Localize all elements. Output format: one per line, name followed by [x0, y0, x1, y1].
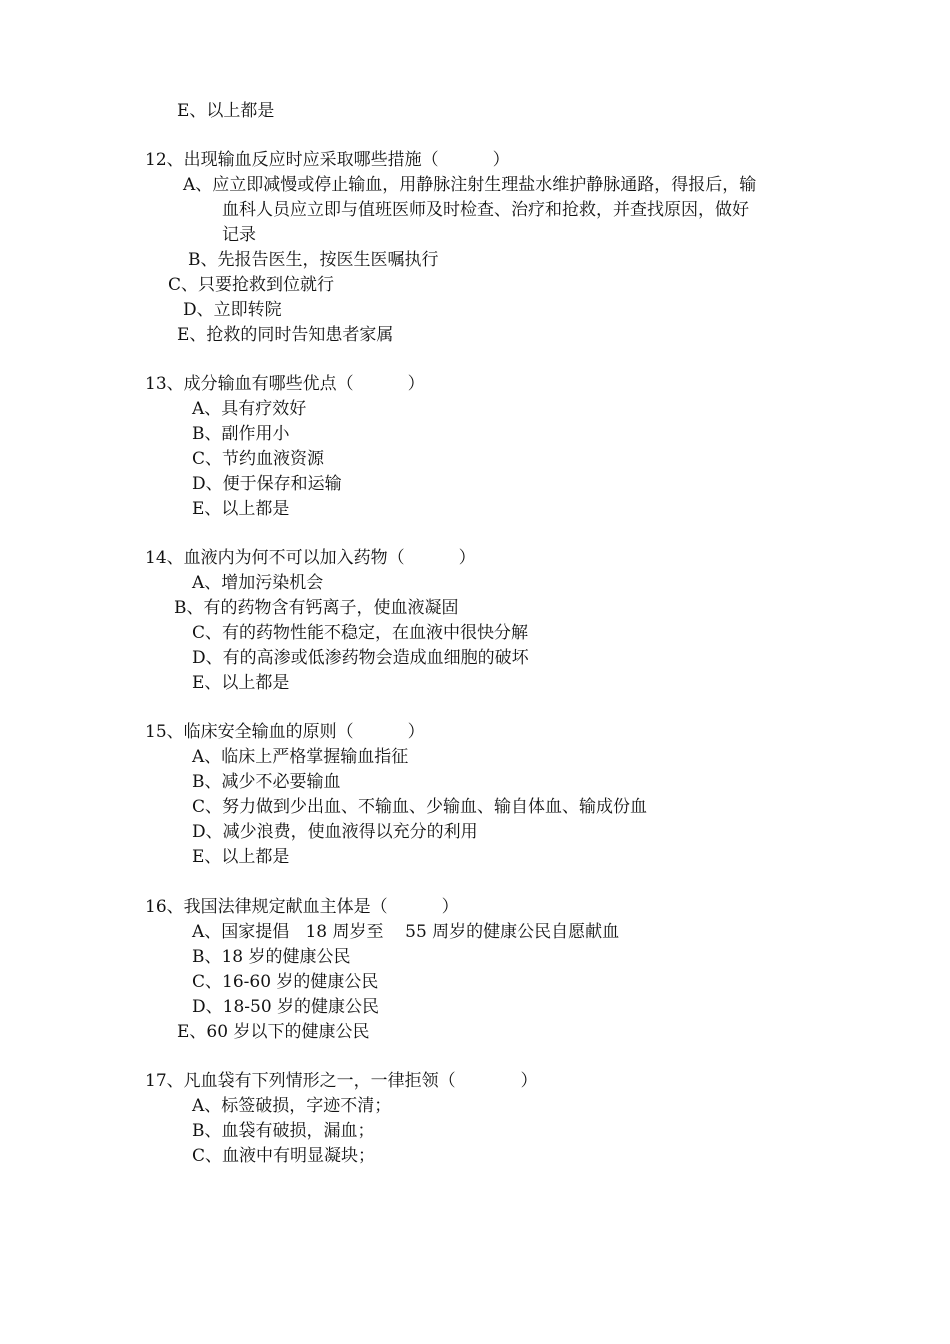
q13-option-d: D、便于保存和运输 — [192, 474, 342, 494]
q11-option-e: E、以上都是 — [177, 101, 275, 121]
q13-option-a: A、具有疗效好 — [192, 399, 307, 419]
q16-option-b: B、18 岁的健康公民 — [192, 947, 351, 967]
q16-option-d: D、18-50 岁的健康公民 — [192, 997, 380, 1017]
q17-option-a: A、标签破损，字迹不清； — [192, 1096, 392, 1116]
q15-option-c: C、努力做到少出血、不输血、少输血、输自体血、输成份血 — [192, 797, 648, 817]
q17-option-b: B、血袋有破损，漏血； — [192, 1121, 375, 1141]
q14-option-d: D、有的高渗或低渗药物会造成血细胞的破坏 — [192, 648, 529, 668]
q14-option-a: A、增加污染机会 — [192, 573, 324, 593]
q12-question: 12、出现输血反应时应采取哪些措施（ ） — [145, 150, 510, 170]
q16-question: 16、我国法律规定献血主体是（ ） — [145, 897, 459, 917]
q12-option-b: B、先报告医生，按医生医嘱执行 — [188, 250, 439, 270]
q15-question: 15、临床安全输血的原则（ ） — [145, 722, 425, 742]
q14-option-c: C、有的药物性能不稳定，在血液中很快分解 — [192, 623, 529, 643]
q12-option-a-continued: 记录 — [222, 225, 256, 245]
q16-option-e: E、60 岁以下的健康公民 — [177, 1022, 370, 1042]
q15-option-e: E、以上都是 — [192, 847, 290, 867]
q15-option-b: B、减少不必要输血 — [192, 772, 341, 792]
q12-option-a-continued: 血科人员应立即与值班医师及时检查、治疗和抢救，并查找原因，做好 — [222, 200, 749, 220]
q13-option-c: C、节约血液资源 — [192, 449, 325, 469]
q17-option-c: C、血液中有明显凝块； — [192, 1146, 376, 1166]
q13-option-b: B、副作用小 — [192, 424, 290, 444]
q14-option-b: B、有的药物含有钙离子，使血液凝固 — [174, 598, 459, 618]
q16-option-a: A、国家提倡 18 周岁至 55 周岁的健康公民自愿献血 — [192, 922, 620, 942]
q12-option-c: C、只要抢救到位就行 — [168, 275, 335, 295]
q13-question: 13、成分输血有哪些优点（ ） — [145, 374, 425, 394]
q17-question: 17、凡血袋有下列情形之一，一律拒领（ ） — [145, 1071, 538, 1091]
q12-option-e: E、抢救的同时告知患者家属 — [177, 325, 394, 345]
q12-option-d: D、立即转院 — [183, 300, 282, 320]
q16-option-c: C、16-60 岁的健康公民 — [192, 972, 379, 992]
q15-option-d: D、减少浪费，使血液得以充分的利用 — [192, 822, 478, 842]
q14-question: 14、血液内为何不可以加入药物（ ） — [145, 548, 476, 568]
q12-option-a: A、应立即减慢或停止输血，用静脉注射生理盐水维护静脉通路，得报后，输 — [183, 175, 757, 195]
q13-option-e: E、以上都是 — [192, 499, 290, 519]
q15-option-a: A、临床上严格掌握输血指征 — [192, 747, 409, 767]
q14-option-e: E、以上都是 — [192, 673, 290, 693]
